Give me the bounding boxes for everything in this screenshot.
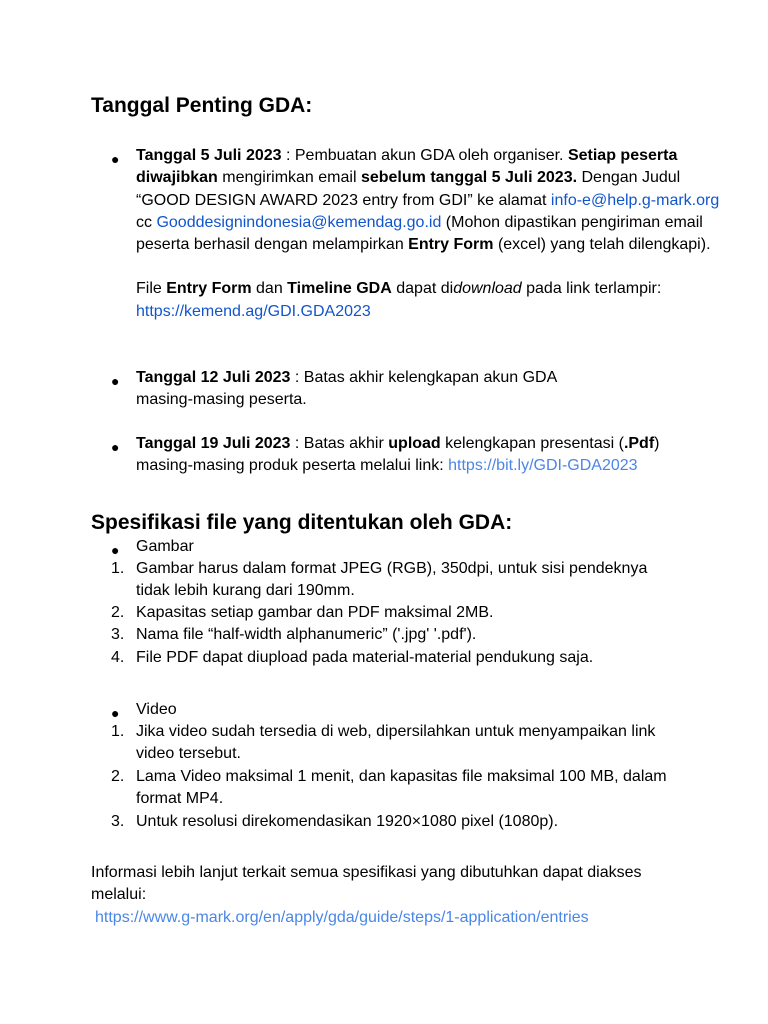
gambar-heading: Gambar xyxy=(136,538,194,555)
section-title-specs: Spesifikasi file yang ditentukan oleh GDA: xyxy=(91,511,513,534)
list-number: 3. xyxy=(111,813,125,830)
date-item-2: Tanggal 12 Juli 2023 : Batas akhir kelengkapan akun GDA masing-masing peserta. xyxy=(136,369,557,409)
bullet-marker: ● xyxy=(111,542,120,558)
list-number: 3. xyxy=(111,626,125,643)
gambar-item-4: File PDF dapat diupload pada material-material pendukung saja. xyxy=(136,649,594,666)
upload-link[interactable]: https://bit.ly/GDI-GDA2023 xyxy=(448,457,638,475)
email-link-gdi[interactable]: Gooddesignindonesia@kemendag.go.id xyxy=(156,213,442,231)
video-item-2: Lama Video maksimal 1 menit, dan kapasitas file maksimal 100 MB, dalam format MP4. xyxy=(136,768,667,808)
date-item-3: Tanggal 19 Juli 2023 : Batas akhir upload kelengkapan presentasi (.Pdf) masing-masing produk peserta melalui link: https://bit.ly/GDI-GDA2023 xyxy=(136,435,660,475)
video-item-1: Jika video sudah tersedia di web, dipersilahkan untuk menyampaikan link video tersebut. xyxy=(136,723,656,763)
gambar-item-3: Nama file “half-width alphanumeric” ('.jpg' '.pdf'). xyxy=(136,626,477,643)
list-number: 1. xyxy=(111,560,125,577)
download-link[interactable]: https://kemend.ag/GDI.GDA2023 xyxy=(136,302,371,320)
bullet-marker: ● xyxy=(111,373,120,389)
list-number: 1. xyxy=(111,723,125,740)
gambar-item-2: Kapasitas setiap gambar dan PDF maksimal 2MB. xyxy=(136,604,494,621)
bullet-marker: ● xyxy=(111,439,120,455)
list-number: 2. xyxy=(111,604,125,621)
video-heading: Video xyxy=(136,701,177,718)
gambar-item-1: Gambar harus dalam format JPEG (RGB), 350dpi, untuk sisi pendeknya tidak lebih kurang dari 190mm. xyxy=(136,560,648,600)
date-label: Tanggal 12 Juli 2023 xyxy=(136,369,291,386)
list-number: 2. xyxy=(111,768,125,785)
footer-link[interactable] xyxy=(95,907,715,929)
date-item-1-download-paragraph: File Entry Form dan Timeline GDA dapat didownload pada link terlampir: https://kemend.ag/GDI.GDA2023 xyxy=(136,280,662,320)
section-title-dates: Tanggal Penting GDA: xyxy=(91,94,313,117)
date-label: Tanggal 19 Juli 2023 xyxy=(136,435,291,452)
date-label: Tanggal 5 Juli 2023 xyxy=(136,147,282,164)
specs-link[interactable]: https://www.g-mark.org/en/apply/gda/guide/steps/1-application/entries xyxy=(95,909,589,926)
bullet-marker: ● xyxy=(111,705,120,721)
email-link-gmark[interactable]: info-e@help.g-mark.org xyxy=(550,191,720,209)
footer-text: Informasi lebih lanjut terkait semua spesifikasi yang dibutuhkan dapat diakses melalui: xyxy=(91,864,642,904)
video-item-3: Untuk resolusi direkomendasikan 1920×1080 pixel (1080p). xyxy=(136,813,559,830)
date-item-1-paragraph: Tanggal 5 Juli 2023 : Pembuatan akun GDA oleh organiser. Setiap peserta diwajibkan mengirimkan email sebelum tanggal 5 Juli 2023. Dengan Judul “GOOD DESIGN AWARD 2023 entry from GDI” ke alamat info-e@help.g-mark.org cc Gooddesignindonesia@kemendag.go.id (Mohon dipastikan pengiriman email peserta berhasil dengan melampirkan Entry Form (excel) yang telah dilengkapi). xyxy=(136,147,720,254)
list-number: 4. xyxy=(111,649,125,666)
bullet-marker: ● xyxy=(111,151,120,167)
date-item-1 xyxy=(136,145,736,323)
